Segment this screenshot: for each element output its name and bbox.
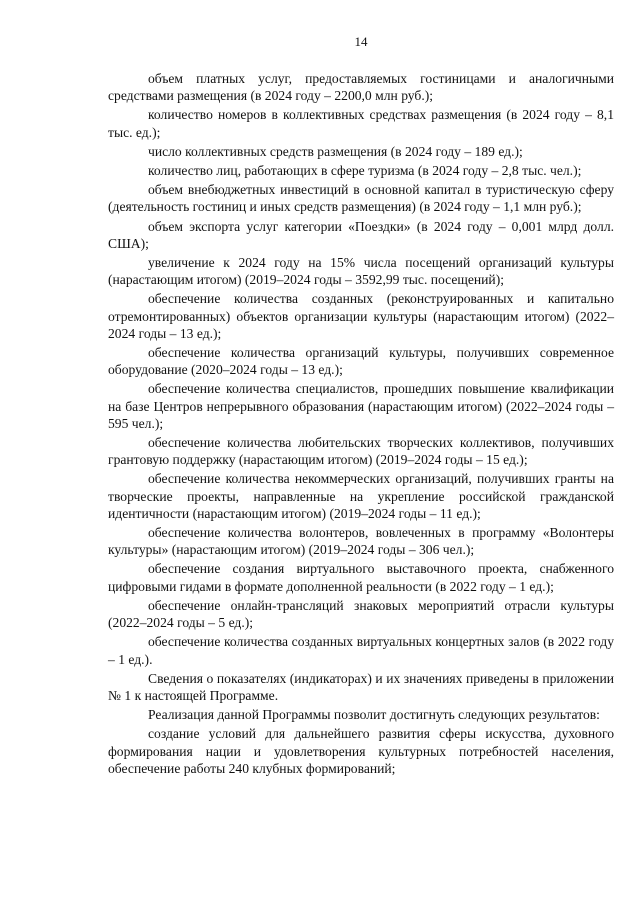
paragraph: обеспечение создания виртуального выставочного проекта, снабженного цифровыми гидами в формате дополненной реальности (в 2022 году – 1 ед.); (108, 561, 614, 594)
document-body (108, 70, 614, 777)
paragraph: обеспечение количества созданных (реконструированных и капитально отремонтированных) объектов организации культуры (нарастающим итогом) (2022–2024 годы – 13 ед.); (108, 291, 614, 341)
paragraph: число коллективных средств размещения (в 2024 году – 189 ед.); (148, 143, 523, 159)
paragraph: количество номеров в коллективных средствах размещения (в 2024 году – 8,1 тыс. ед.); (108, 107, 614, 140)
paragraph: объем платных услуг, предоставляемых гостиницами и аналогичными средствами размещения (в 2024 году – 2200,0 млн руб.); (108, 71, 614, 104)
paragraph: обеспечение количества некоммерческих организаций, получивших гранты на творческие проекты, направленные на укрепление российской гражданской идентичности (нарастающим итогом) (2019–2024 годы – 11 ед.); (108, 471, 614, 521)
paragraph: обеспечение количества организаций культуры, получивших современное оборудование (2020–2024 годы – 13 ед.); (108, 345, 614, 378)
paragraph: увеличение к 2024 году на 15% числа посещений организаций культуры (нарастающим итогом) (2019–2024 годы – 3592,99 тыс. посещений); (108, 255, 614, 288)
paragraph: объем внебюджетных инвестиций в основной капитал в туристическую сферу (деятельность гостиниц и иных средств размещения) (в 2024 году – 1,1 млн руб.); (108, 182, 614, 215)
paragraph: обеспечение количества любительских творческих коллективов, получивших грантовую поддержку (нарастающим итогом) (2019–2024 годы – 15 ед.); (108, 435, 614, 468)
paragraph: обеспечение количества специалистов, прошедших повышение квалификации на базе Центров непрерывного образования (нарастающим итогом) (2022–2024 годы – 595 чел.); (108, 381, 614, 431)
paragraph: обеспечение количества волонтеров, вовлеченных в программу «Волонтеры культуры» (нарастающим итогом) (2019–2024 годы – 306 чел.); (108, 525, 614, 558)
paragraph: создание условий для дальнейшего развития сферы искусства, духовного формирования нации и удовлетворения культурных потребностей населения, обеспечение работы 240 клубных формирований; (108, 726, 614, 776)
paragraph: обеспечение онлайн-трансляций знаковых мероприятий отрасли культуры (2022–2024 годы – 5 ед.); (108, 597, 614, 631)
paragraph: Реализация данной Программы позволит достигнуть следующих результатов: (148, 707, 600, 723)
paragraph: количество лиц, работающих в сфере туризма (в 2024 году – 2,8 тыс. чел.); (148, 163, 582, 179)
paragraph: объем экспорта услуг категории «Поездки» (в 2024 году – 0,001 млрд долл. США); (108, 218, 614, 251)
page-number: 14 (354, 34, 368, 49)
paragraph: Сведения о показателях (индикаторах) и их значениях приведены в приложении № 1 к настоящей Программе. (108, 670, 614, 703)
paragraph: обеспечение количества созданных виртуальных концертных залов (в 2022 году – 1 ед.). (108, 634, 614, 667)
